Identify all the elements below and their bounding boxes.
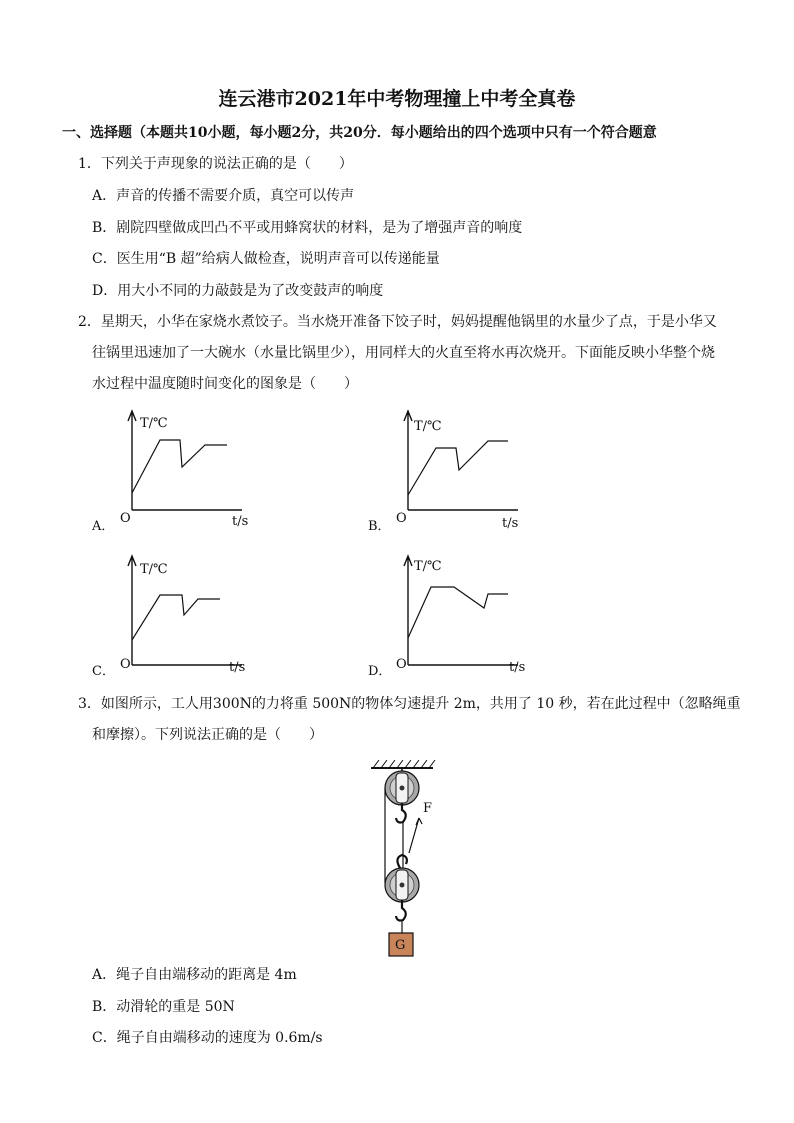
graph-a-x-label: t/s [232,514,249,529]
weight-label: G [395,938,406,953]
graph-d-y-label: T/℃ [414,559,442,574]
graph-c-y-axis [128,556,136,665]
fixed-pulley-hook [396,803,406,823]
question-1-stem: 1．下列关于声现象的说法正确的是（ ） [78,156,353,172]
ceiling-hatch [371,760,435,768]
pulley-figure [365,758,445,963]
graph-option-c [90,550,250,680]
question-2-stem-line-1: 2．星期天，小华在家烧水煮饺子。当水烧开准备下饺子时，妈妈提醒他锅里的水量少了点，于是小华又 [78,314,717,330]
graph-b-option-label: B． [368,519,391,534]
graph-option-d [366,550,526,680]
question-3-option-c: C．绳子自由端移动的速度为 0.6m/s [92,1030,323,1046]
question-1-option-b: B．剧院四壁做成凹凸不平或用蜂窝状的材料，是为了增强声音的响度 [92,220,523,236]
graph-c-y-label: T/℃ [140,562,168,577]
graph-c-origin: O [120,657,131,672]
graph-a-y-label: T/℃ [140,416,168,431]
force-label: F [423,801,433,816]
graph-d-y-axis [404,556,412,665]
graph-b-y-label: T/℃ [414,419,442,434]
graph-b-y-axis [404,411,412,510]
question-2-stem-line-2: 往锅里迅速加了一大碗水（水量比锅里少），用同样大的火直至将水再次烧开。下面能反映小华整个烧 [92,345,715,361]
graph-d-curve [408,587,508,638]
rope-right [409,818,419,853]
page-title: 连云港市2021年中考物理撞上中考全真卷 [218,88,576,110]
graph-c-curve [132,595,220,640]
question-3-stem-line-1: 3．如图所示，工人用300N的力将重 500N的物体匀速提升 2m，共用了 10 秒，若在此过程中（忽略绳重 [78,696,741,712]
graph-a-origin: O [120,511,131,526]
graph-a-curve [132,440,227,493]
question-3-option-b: B．动滑轮的重是 50N [92,999,235,1015]
graph-b-x-label: t/s [502,516,519,531]
section-heading: 一、选择题（本题共10小题，每小题2分，共20分．每小题给出的四个选项中只有一个符合题意 [62,125,657,141]
graph-d-x-label: t/s [509,660,526,675]
graph-b-origin: O [396,511,407,526]
graph-a-option-label: A． [92,519,115,534]
graph-c-x-label: t/s [229,660,246,675]
graph-d-origin: O [396,657,407,672]
force-arrow [416,818,422,825]
movable-pulley [385,868,419,902]
question-2-stem-line-3: 水过程中温度随时间变化的图象是（ ） [92,376,358,392]
movable-pulley-hook [397,855,406,868]
graph-c-option-label: C． [92,664,115,679]
question-1-option-c: C．医生用“B 超”给病人做检查，说明声音可以传递能量 [92,251,440,267]
question-3-stem-line-2: 和摩擦）。下列说法正确的是（ ） [92,727,323,743]
question-1-option-d: D．用大小不同的力敲鼓是为了改变鼓声的响度 [92,283,384,299]
graph-a-y-axis [128,411,136,510]
fixed-pulley [385,771,419,805]
load-hook [396,900,406,921]
graph-d-option-label: D． [368,664,392,679]
question-1-option-a: A．声音的传播不需要介质，真空可以传声 [92,188,355,204]
graph-option-b [366,405,526,535]
graph-b-curve [408,441,508,495]
graph-option-a [90,405,250,535]
question-3-option-a: A．绳子自由端移动的距离是 4m [92,967,297,983]
